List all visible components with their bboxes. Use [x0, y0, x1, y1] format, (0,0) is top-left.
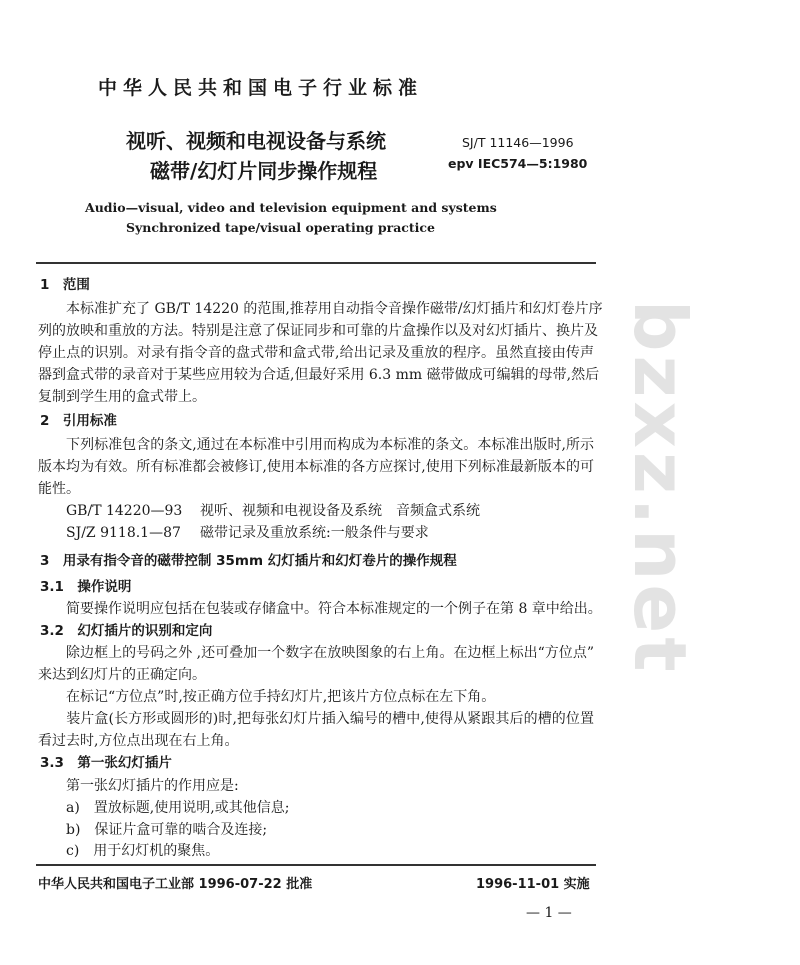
section-3-1-heading: 3.1 操作说明 — [40, 579, 132, 595]
list-item: a) 置放标题,使用说明,或其他信息; — [66, 800, 290, 816]
list-item: c) 用于幻灯机的聚焦。 — [66, 843, 220, 859]
header-divider — [36, 262, 596, 264]
list-item: b) 保证片盒可靠的啮合及连接; — [66, 822, 268, 838]
title-en-line2: Synchronized tape/visual operating practice — [126, 220, 435, 235]
paragraph-line: 本标准扩充了 GB/T 14220 的范围,推荐用自动指令音操作磁带/幻灯插片和幻灯卷片序 — [38, 301, 603, 317]
section-2-heading: 2 引用标准 — [40, 413, 117, 429]
section-3-heading: 3 用录有指令音的磁带控制 35mm 幻灯插片和幻灯卷片的操作规程 — [40, 553, 457, 569]
org-title: 中华人民共和国电子行业标准 — [98, 77, 424, 99]
paragraph-line: 简要操作说明应包括在包装或存储盒中。符合本标准规定的一个例子在第 8 章中给出。 — [38, 601, 602, 617]
paragraph-line: 装片盒(长方形或圆形的)时,把每张幻灯片插入编号的槽中,使得从紧跟其后的槽的位置 — [38, 711, 594, 727]
paragraph-line: 列的放映和重放的方法。特别是注意了保证同步和可靠的片盒操作以及对幻灯插片、换片及 — [38, 323, 598, 339]
title-en-line1: Audio—visual, video and television equipment and systems — [85, 200, 497, 215]
reference-code: GB/T 14220—93 — [66, 503, 183, 519]
watermark: bzxz.net — [618, 300, 702, 676]
footer-divider — [36, 864, 596, 866]
paragraph-line: 版本均为有效。所有标准都会被修订,使用本标准的各方应探讨,使用下列标准最新版本的可 — [38, 459, 594, 475]
paragraph-line: 停止点的识别。对录有指令音的盘式带和盒式带,给出记录及重放的程序。虽然直接由传声 — [38, 345, 594, 361]
reference-title: 视听、视频和电视设备及系统 音频盒式系统 — [200, 503, 480, 519]
equivalent-standard: epv IEC574—5:1980 — [448, 156, 588, 171]
section-3-2-heading: 3.2 幻灯插片的识别和定向 — [40, 623, 213, 639]
paragraph-line: 复制到学生用的盒式带上。 — [38, 389, 206, 405]
paragraph-line: 除边框上的号码之外 ,还可叠加一个数字在放映图象的右上角。在边框上标出“方位点” — [38, 645, 594, 661]
title-cn-line2: 磁带/幻灯片同步操作规程 — [150, 159, 378, 183]
page-number: — 1 — — [526, 905, 572, 921]
section-1-heading: 1 范围 — [40, 277, 90, 293]
paragraph-line: 下列标准包含的条文,通过在本标准中引用而构成为本标准的条文。本标准出版时,所示 — [38, 437, 594, 453]
title-cn-line1: 视听、视频和电视设备与系统 — [126, 129, 386, 153]
paragraph-line: 第一张幻灯插片的作用应是: — [38, 778, 239, 794]
paragraph-line: 来达到幻灯片的正确定向。 — [38, 667, 206, 683]
section-3-3-heading: 3.3 第一张幻灯插片 — [40, 755, 172, 771]
paragraph-line: 看过去时,方位点出现在右上角。 — [38, 733, 239, 749]
reference-title: 磁带记录及重放系统:一般条件与要求 — [200, 525, 429, 541]
paragraph-line: 能性。 — [38, 481, 80, 497]
reference-code: SJ/Z 9118.1—87 — [66, 525, 181, 541]
effective-date: 1996-11-01 实施 — [476, 877, 590, 892]
paragraph-line: 器到盒式带的录音对于某些应用较为合适,但最好采用 6.3 mm 磁带做成可编辑的母带,然后 — [38, 367, 600, 383]
paragraph-line: 在标记“方位点”时,按正确方位手持幻灯片,把该片方位点标在左下角。 — [38, 689, 496, 705]
approval-text: 中华人民共和国电子工业部 1996-07-22 批准 — [38, 877, 313, 892]
standard-number: SJ/T 11146—1996 — [462, 135, 574, 150]
